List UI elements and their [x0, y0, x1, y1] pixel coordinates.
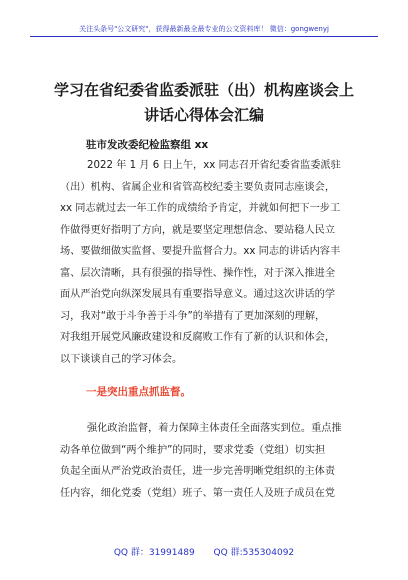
- header-notice: 关注头条号"公文研究"，获得最新最全最专业的公文资料库！ 微信：gongwenyj: [79, 25, 329, 33]
- paragraph-line: xx 同志就过去一年工作的成绩给予肯定，并就如何把下一步工: [60, 203, 341, 214]
- paragraph-line: 负起全面从严治党政治责任，进一步完善明晰党组织的主体责: [60, 466, 336, 477]
- section-heading: 一是突出重点抓监督。: [86, 386, 191, 398]
- footer-qq-group-2: QQ 群:535304092: [213, 548, 295, 558]
- paragraph-line: 习，我对“敢于斗争善于斗争”的举措有了更加深刻的理解，: [60, 310, 326, 322]
- paragraph-line: （出）机构、省属企业和省管高校纪委主要负责同志座谈会，: [60, 181, 336, 193]
- paragraph-line: 动各单位做到“两个维护”的同时，要求党委（党组）切实担: [60, 444, 326, 456]
- paragraph-line: 面从严治党向纵深发展具有重要指导意义。通过这次讲话的学: [60, 289, 336, 300]
- paragraph-line: 场、要做细做实监督、要提升监督合力。xx 同志的讲话内容丰: [60, 246, 341, 257]
- paragraph-line: 富、层次清晰，具有很强的指导性、操作性，对于深入推进全: [60, 267, 336, 279]
- paragraph-line: 任内容，细化党委（党组）班子、第一责任人及班子成员在党: [60, 487, 336, 499]
- paragraph-line: 2022 年 1 月 6 日上午，xx 同志召开省纪委省监委派驻: [87, 160, 341, 171]
- author-line: 驻市发改委纪检监察组 xx: [86, 139, 209, 151]
- document-title: [36, 78, 372, 128]
- paragraph-1: [60, 155, 341, 370]
- paragraph-line: 以下谈谈自己的学习体会。: [60, 353, 183, 365]
- footer-qq-group-1: QQ 群：31991489: [113, 548, 195, 558]
- paragraph-line: 作做得更好指明了方向，就是要坚定理想信念、要站稳人民立: [60, 224, 336, 236]
- paragraph-line: 强化政治监督，着力保障主体责任全面落实到位。重点推: [87, 423, 342, 434]
- header-divider: [30, 36, 378, 37]
- paragraph-line: 对我组开展党风廉政建设和反腐败工作有了新的认识和体会，: [60, 332, 336, 343]
- title-line-2: 讲话心得体会汇编: [143, 106, 264, 124]
- paragraph-2: [60, 418, 342, 504]
- footer: [0, 545, 408, 558]
- title-line-1: 学习在省纪委省监委派驻（出）机构座谈会上: [53, 81, 354, 99]
